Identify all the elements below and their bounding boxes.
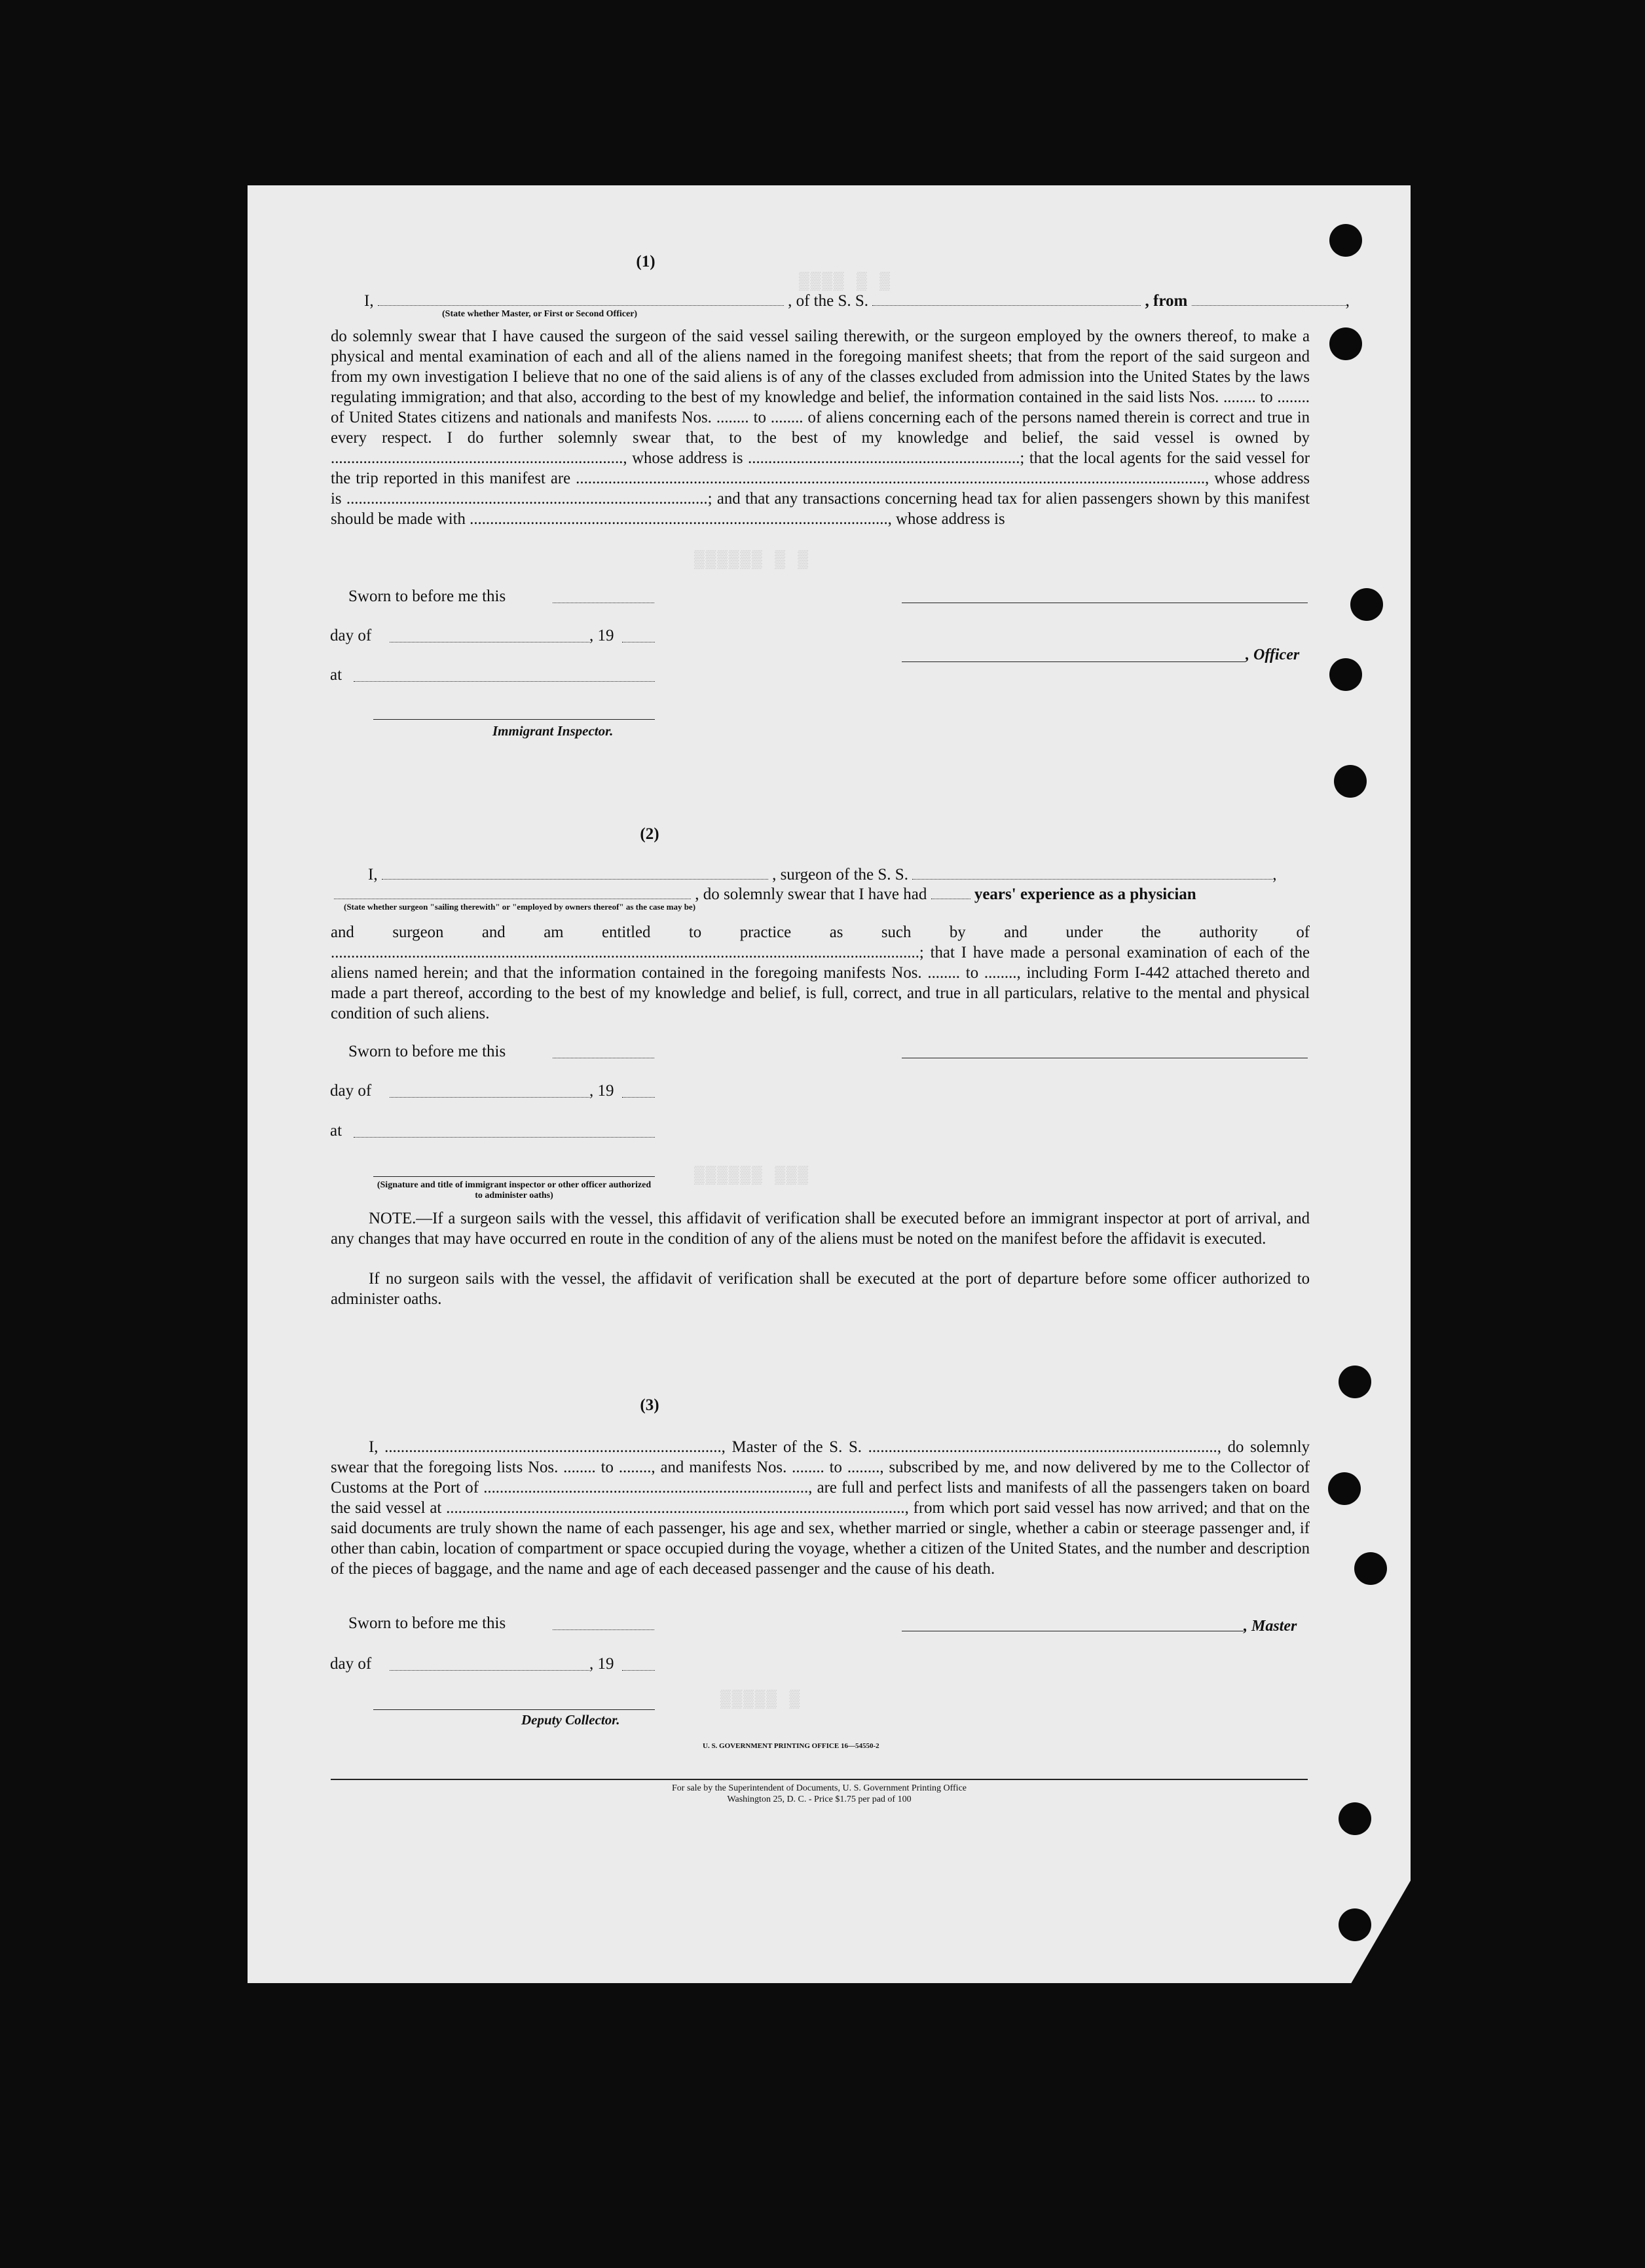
immigrant-inspector-label: Immigrant Inspector. [492, 723, 614, 739]
at-label-2: at [330, 1122, 342, 1140]
bleed-through-text: ▒▒▒▒▒▒ ▒▒▒ [694, 1166, 810, 1185]
inspector-signature-line[interactable] [373, 719, 655, 720]
binder-hole [1328, 1472, 1361, 1505]
binder-hole [1350, 588, 1383, 621]
year-field-3[interactable] [622, 1670, 655, 1671]
section-2-number: (2) [640, 825, 659, 843]
binder-hole [1339, 1802, 1371, 1835]
gpo-imprint: U. S. GOVERNMENT PRINTING OFFICE 16—54550-2 [703, 1742, 879, 1750]
section-3-paragraph: I, ..................................................................................., Master of the S. S. ......................................................................................, do solemnly swear that the foregoing lists Nos. ........ to ........, and manifests Nos. ........ to ........, subscribed by me, and now delivered by me to the Collector of Customs at the Port of ................................................................................, are full and perfect lists and manifests of all the passengers taken on board the said vessel at ................................................................................................................., from which port said vessel has now arrived; and that on the said documents are truly shown the name of each passenger, his age and sex, whether married or single, whether a cabin or steerage passenger and, if other than cabin, location of compartment or space occupied during the voyage, whether a citizen of the United States, and the number and description of the pieces of baggage, and the name and age of each deceased passenger and the cause of his death. [331, 1438, 1310, 1578]
day-of-field-2[interactable] [390, 1097, 589, 1098]
note-paragraph-1: NOTE.—If a surgeon sails with the vessel, this affidavit of verification shall be executed before an immigrant inspector at port of arrival, and any changes that may have occurred en route in the condition of any of the aliens must be noted on the manifest before the affidavit is executed. [331, 1210, 1310, 1248]
bleed-through-text: ▒▒▒▒▒ ▒ [720, 1690, 802, 1709]
sworn-label-2: Sworn to before me this [348, 1043, 506, 1060]
signature-title-caption: (Signature and title of immigrant inspector or other officer authorized to administer oaths) [377, 1180, 652, 1200]
note-paragraph-2: If no surgeon sails with the vessel, the affidavit of verification shall be executed at the port of departure before some officer authorized to administer oaths. [331, 1270, 1310, 1308]
surgeon-vessel-field[interactable] [912, 864, 1272, 880]
section-2-surgeon-of: , surgeon of the S. S. [772, 866, 908, 883]
binder-hole [1334, 765, 1367, 798]
section-2-line-2 [334, 884, 1196, 904]
year-label-3: , 19 [589, 1655, 614, 1673]
binder-hole [1354, 1552, 1387, 1585]
section-2-line-1: I, , surgeon of the S. S. , [368, 866, 1277, 883]
day-of-label-2: day of [330, 1082, 372, 1100]
day-of-label-3: day of [330, 1655, 372, 1673]
day-of-field-3[interactable] [390, 1670, 589, 1671]
section-2-i: I, [368, 866, 378, 883]
surgeon-status-field[interactable] [334, 884, 691, 899]
section-1-paragraph: do solemnly swear that I have caused the surgeon of the said vessel sailing therewith, or the surgeon employed by the owners thereof, to make a physical and mental examination of each and all of the aliens named in the foregoing manifest sheets; that from the report of the said surgeon and from my own investigation I believe that no one of the said aliens is of any of the classes excluded from admission into the United States by the laws regulating immigration; and that also, according to the best of my knowledge and belief, the information contained in the said lists Nos. ........ to ........ of United States citizens and nationals and manifests Nos. ........ to ........ of aliens concerning each of the persons named therein is correct and true in every respect. I do further solemnly swear that, to the best of my knowledge and belief, the said vessel is owned by ........................................................................, whose address is ...................................................................; that the local agents for the said vessel for the trip reported in this manifest are ..........................................................................................................................................................., whose address is .........................................................................................; and that any transactions concerning head tax for alien passengers shown by this manifest should be made with ......................................................................................................., whose address is [331, 327, 1310, 528]
year-field-2[interactable] [622, 1097, 655, 1098]
bleed-through-text: ▒▒▒▒ ▒ ▒ [799, 272, 891, 291]
day-of-label: day of [330, 627, 372, 644]
years-experience-field[interactable] [931, 884, 970, 899]
officer-title-line[interactable] [902, 661, 1246, 662]
binder-hole [1329, 327, 1362, 360]
section-2-years: years' experience as a physician [974, 885, 1196, 903]
binder-hole [1329, 224, 1362, 257]
master-label: , Master [1244, 1618, 1297, 1635]
section-2-paragraph: and surgeon and am entitled to practice as such by and under the authority of .................................................................................................................................................; that I have made a personal examination of each of the aliens named herein; and that the information contained in the foregoing manifests Nos. ........ to ........, including Form I-442 attached thereto and made a part thereof, according to the best of my knowledge and belief, is full, correct, and true in all particulars, relative to the mental and physical condition of such aliens. [331, 923, 1310, 1022]
section-1-number: (1) [636, 253, 656, 270]
year-label: , 19 [589, 627, 614, 644]
section-2-caption: (State whether surgeon "sailing therewith" or "employed by owners thereof" as the case may be) [344, 902, 696, 912]
surgeon-name-field[interactable] [382, 864, 768, 880]
section-1-from: , from [1145, 292, 1188, 310]
year-label-2: , 19 [589, 1082, 614, 1100]
footer-line-2: Washington 25, D. C. - Price $1.75 per pad of 100 [727, 1794, 912, 1804]
officer-title-field[interactable] [378, 291, 784, 306]
binder-hole [1339, 1908, 1371, 1941]
section-1-caption: (State whether Master, or First or Second Officer) [442, 309, 638, 319]
bleed-through-text: ▒▒▒▒▒▒ ▒ ▒ [694, 550, 810, 570]
sworn-label-3: Sworn to before me this [348, 1614, 506, 1632]
sworn-date-field-3[interactable] [553, 1629, 654, 1630]
at-field[interactable] [354, 681, 655, 682]
officer-label: , Officer [1246, 646, 1300, 663]
at-label: at [330, 666, 342, 684]
sworn-label: Sworn to before me this [348, 587, 506, 605]
footer-sale-notice [331, 1783, 1308, 1805]
at-field-2[interactable] [354, 1137, 655, 1138]
binder-hole [1339, 1366, 1371, 1398]
binder-hole [1329, 658, 1362, 691]
section-1-header-line: I, , of the S. S. , from , [364, 292, 1350, 310]
deputy-collector-label: Deputy Collector. [521, 1712, 620, 1728]
collector-signature-line[interactable] [373, 1709, 655, 1710]
section-3-number: (3) [640, 1396, 659, 1414]
footer-line-1: For sale by the Superintendent of Documents, U. S. Government Printing Office [672, 1783, 967, 1793]
footer-divider [331, 1779, 1308, 1780]
officer-signature-line-2[interactable] [373, 1176, 655, 1177]
departure-port-field[interactable] [1192, 291, 1346, 306]
section-2-swear: , do solemnly swear that I have had [695, 885, 927, 903]
vessel-name-field[interactable] [872, 291, 1141, 306]
section-1-of-ss: , of the S. S. [788, 292, 869, 310]
section-1-i: I, [364, 292, 374, 310]
